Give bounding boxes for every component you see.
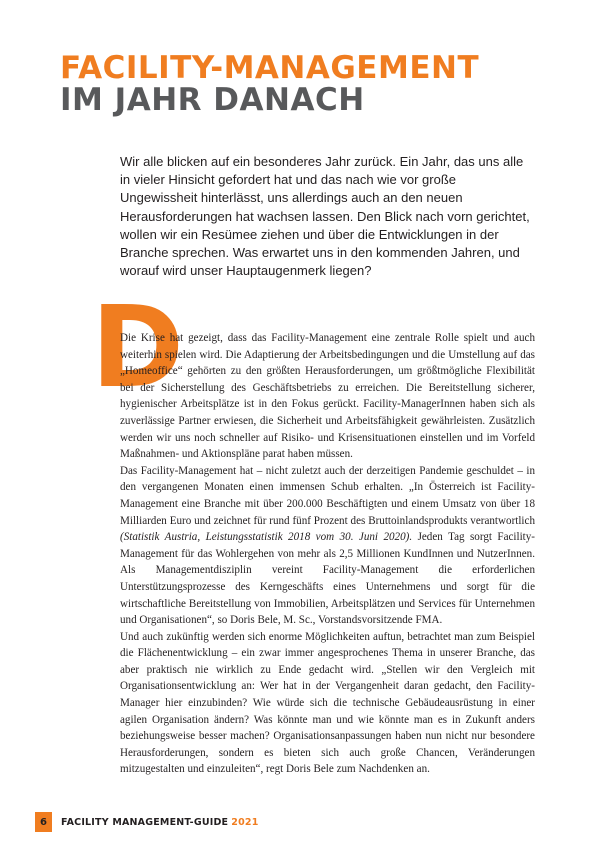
- guide-title: FACILITY MANAGEMENT-GUIDE: [61, 816, 229, 828]
- drop-cap-letter: D: [91, 283, 184, 413]
- page-number: 6: [35, 812, 52, 832]
- body-paragraph-1: Die Krise hat gezeigt, dass das Facility-Management eine zentrale Rolle spielt und auch weiterhin spielen wird. Die Adaptierung der Arbeitsbedingungen und die Umstellung auf das „Homeoffice“ gehörten zu den größten Herausforderungen, um größtmögliche Flexibilität bei der Sicherstellung des Geschäftsbetriebs zu erreichen. Die Bereitstellung sicherer, hygienischer Arbeitsplätze ist in den Fokus gerückt. Facility-ManagerInnen haben sich als zuverlässige Partner erwiesen, die Sicherheit und Arbeitsfähigkeit gewährleisten. Zusätzlich werden wir uns noch schneller auf Risiko- und Krisensituationen einstellen und im Vorfeld Maßnahmen- und Aktionspläne parat haben müssen.: [120, 332, 535, 461]
- page-title: [60, 52, 479, 116]
- guide-label: [61, 817, 259, 828]
- guide-year: 2021: [231, 816, 259, 828]
- intro-paragraph: Wir alle blicken auf ein besonderes Jahr zurück. Ein Jahr, das uns alle in vieler Hinsicht gefordert hat und das nach wie vor große Ungewissheit hinterlässt, uns allerdings auch an den neuen Herausforderungen hat wachsen lassen. Den Blick nach vorn gerichtet, wollen wir ein Resümee ziehen und über die Entwicklungen in der Branche sprechen. Was erwartet uns in den kommenden Jahren, und worauf wird unser Hauptaugenmerk liegen?: [120, 154, 530, 279]
- title-line-2: IM JAHR DANACH: [60, 82, 365, 118]
- body-paragraph-2-text-b: Jeden Tag sorgt Facility-Management für das Wohlergehen von mehr als 2,5 Millionen KundInnen und NutzerInnen. Als Managementdisziplin vereint Facility-Management die erforderlichen Unterstützungsprozesse des Kerngeschäfts eines Unternehmens und sorgt für die wirtschaftliche Bereitstellung von Immobilien, Arbeitsplätzen und Services für Unternehmen und Organisationen“, so Doris Bele, M. Sc., Vorstandsvorsitzende FMA.: [120, 531, 535, 627]
- title-line-1: FACILITY-MANAGEMENT: [60, 50, 480, 86]
- body-paragraph-3: Und auch zukünftig werden sich enorme Möglichkeiten auftun, betrachtet man zum Beispiel die Flächenentwicklung – ein zwar immer angesprochenes Thema in unserer Branche, das aber praktisch nie wirklich zu Ende gedacht wird. „Stellen wir den Vergleich mit Organisationsentwicklung an: Wer hat in der Vergangenheit daran gedacht, den Facility-Manager hier einzubinden? Wie würde sich die technische Gebäudeausrüstung in einer agilen Organisation ändern? Was könnte man und wie könnte man es in Zukunft anders beziehungsweise besser machen? Organisationsanpassungen haben nun nicht nur besondere Herausforderungen, sondern es bieten sich auch große Chancen, Veränderungen mitzugestalten und einzuleiten“, regt Doris Bele zum Nachdenken an.: [120, 630, 535, 776]
- statistics-citation: (Statistik Austria, Leistungsstatistik 2018 vom 30. Juni 2020).: [120, 531, 413, 544]
- body-paragraph-2-text-a: Das Facility-Management hat – nicht zuletzt auch der derzeitigen Pandemie geschuldet – in den vergangenen Monaten einen immensen Schub erhalten. „In Österreich ist Facility-Management eine Branche mit über 200.000 Beschäftigten und einem Umsatz von über 18 Milliarden Euro und zeichnet für rund fünf Prozent des Bruttoinlandsprodukts verantwortlich: [120, 464, 535, 527]
- body-paragraph-2: [120, 463, 535, 629]
- article-body: [120, 330, 535, 778]
- page-footer: [35, 812, 259, 832]
